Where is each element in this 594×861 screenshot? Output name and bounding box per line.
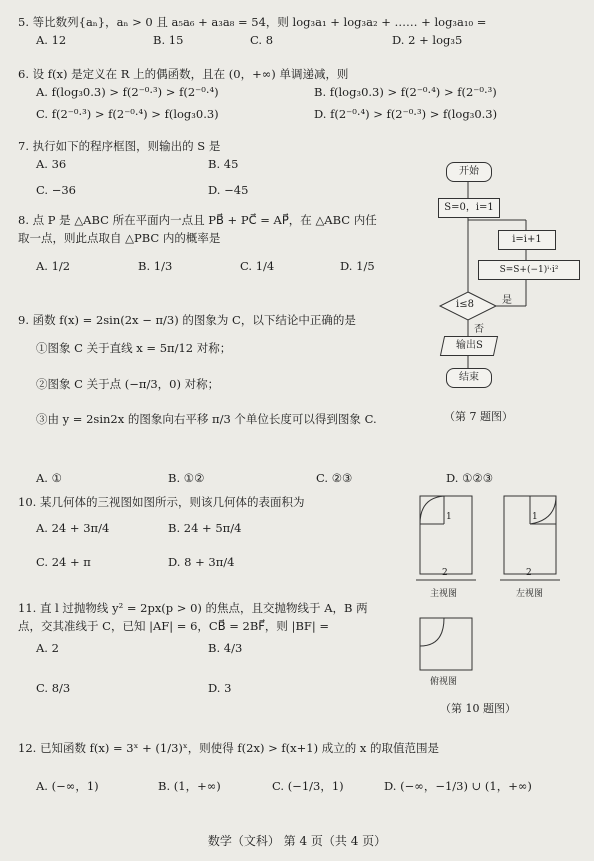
question-10-options — [18, 520, 418, 580]
output-box — [440, 336, 498, 356]
dim-side-2: 2 — [526, 568, 532, 578]
option-a: A. (−∞，1) — [36, 778, 99, 793]
statement-1: ①图象 C 关于直线 x = 5π/12 对称； — [36, 340, 232, 355]
three-view-diagram — [412, 490, 582, 700]
question-5-text: 5. 等比数列{aₙ}，aₙ > 0 且 a₅a₆ + a₃a₈ = 54，则 log₃a₁ + log₃a₂ + …… + log₃a₁₀ = — [18, 15, 487, 29]
dim-front-2: 2 — [442, 568, 448, 578]
option-c: C. 1/4 — [240, 258, 275, 273]
question-7-options — [18, 156, 418, 202]
question-12 — [18, 740, 558, 798]
option-a: A. 36 — [36, 156, 67, 171]
question-9 — [18, 312, 428, 429]
question-6-options — [18, 84, 558, 128]
question-7-text: 7. 执行如下的程序框图，则输出的 S 是 — [18, 139, 221, 153]
option-a: A. 2 — [36, 640, 59, 655]
yes-label: 是 — [502, 295, 512, 306]
no-label: 否 — [474, 324, 484, 335]
option-b: B. ①② — [168, 471, 205, 485]
option-d: D. 2 + log₃5 — [392, 32, 463, 47]
question-5 — [18, 14, 558, 52]
option-d: D. −45 — [208, 182, 249, 197]
option-b: B. f(log₃0.3) > f(2⁻⁰·⁴) > f(2⁻⁰·³) — [314, 84, 497, 99]
condition-label: i≤8 — [456, 299, 474, 310]
option-a: A. 1/2 — [36, 258, 71, 273]
question-11 — [18, 600, 418, 706]
question-8-text: 8. 点 P 是 △ABC 所在平面内一点且 PB⃗ + PC⃗ = AP⃗，在 △ABC 内任 取一点，则此点取自 △PBC 内的概率是 — [18, 213, 377, 245]
option-d: D. 8 + 3π/4 — [168, 554, 235, 569]
option-c: C. ②③ — [316, 471, 353, 485]
figure-10-caption: （第 10 题图） — [440, 702, 516, 715]
start-node: 开始 — [446, 162, 492, 182]
question-6-text: 6. 设 f(x) 是定义在 R 上的偶函数，且在 (0，+∞) 单调递减，则 — [18, 67, 349, 81]
question-12-options — [18, 778, 558, 798]
option-d: D. 3 — [208, 680, 232, 695]
question-12-text: 12. 已知函数 f(x) = 3ˣ + (1/3)ˣ，则使得 f(2x) > f(x+1) 成立的 x 的取值范围是 — [18, 741, 440, 755]
dim-front-1: 1 — [446, 512, 452, 522]
question-6 — [18, 66, 558, 128]
option-c: C. 24 + π — [36, 554, 91, 569]
flowchart — [426, 160, 586, 420]
increment-box: i=i+1 — [498, 230, 556, 250]
option-d: D. (−∞，−1/3) ∪ (1，+∞) — [384, 778, 532, 793]
question-8 — [18, 212, 428, 282]
option-a: A. 24 + 3π/4 — [36, 520, 110, 535]
option-a: A. f(log₃0.3) > f(2⁻⁰·³) > f(2⁻⁰·⁴) — [36, 84, 219, 99]
statement-2: ②图象 C 关于点 (−π/3，0) 对称； — [36, 376, 220, 391]
option-c: C. (−1/3，1) — [272, 778, 344, 793]
option-c: C. f(2⁻⁰·³) > f(2⁻⁰·⁴) > f(log₃0.3) — [36, 106, 219, 121]
option-b: B. 4/3 — [208, 640, 243, 655]
question-11-text: 11. 直 l 过抛物线 y² = 2px(p > 0) 的焦点，且交抛物线于 A，B 两 点，交其准线于 C，已知 |AF| = 6，CB⃗ = 2BF⃗，则 |BF| = — [18, 601, 368, 633]
question-7 — [18, 138, 418, 202]
question-11-options — [18, 640, 418, 706]
update-box: S=S+(−1)ⁱ·i² — [478, 260, 580, 280]
option-d: D. ①②③ — [446, 471, 494, 485]
option-d: D. f(2⁻⁰·⁴) > f(2⁻⁰·³) > f(log₃0.3) — [314, 106, 498, 121]
question-9-options-row — [18, 470, 558, 490]
output-label: 输出S — [455, 340, 483, 351]
init-box: S=0，i=1 — [438, 198, 500, 218]
question-8-options — [18, 258, 428, 282]
front-view-label: 主视图 — [430, 589, 458, 599]
question-5-options — [18, 32, 558, 52]
option-b: B. 1/3 — [138, 258, 173, 273]
option-c: C. 8 — [250, 32, 274, 47]
statement-3: ③由 y = 2sin2x 的图象向右平移 π/3 个单位长度可以得到图象 C. — [36, 412, 377, 427]
side-view-label: 左视图 — [516, 589, 544, 599]
figure-7-caption: （第 7 题图） — [444, 410, 513, 423]
option-b: B. 45 — [208, 156, 239, 171]
top-view-label: 俯视图 — [430, 677, 458, 687]
page-footer: 数学（文科） 第 4 页（共 4 页） — [207, 834, 387, 848]
end-node: 结束 — [446, 368, 492, 388]
dim-side-1: 1 — [532, 512, 538, 522]
option-a: A. 12 — [36, 32, 67, 47]
option-d: D. 1/5 — [340, 258, 375, 273]
option-b: B. 24 + 5π/4 — [168, 520, 242, 535]
option-b: B. (1，+∞) — [158, 778, 221, 793]
question-10 — [18, 494, 418, 580]
option-c: C. 8/3 — [36, 680, 71, 695]
question-9-options — [18, 470, 558, 490]
option-b: B. 15 — [153, 32, 184, 47]
question-10-text: 10. 某几何体的三视图如图所示，则该几何体的表面积为 — [18, 495, 305, 509]
option-a: A. ① — [36, 471, 62, 485]
option-c: C. −36 — [36, 182, 76, 197]
question-9-text: 9. 函数 f(x) = 2sin(2x − π/3) 的图象为 C，以下结论中正确的是 — [18, 313, 356, 327]
